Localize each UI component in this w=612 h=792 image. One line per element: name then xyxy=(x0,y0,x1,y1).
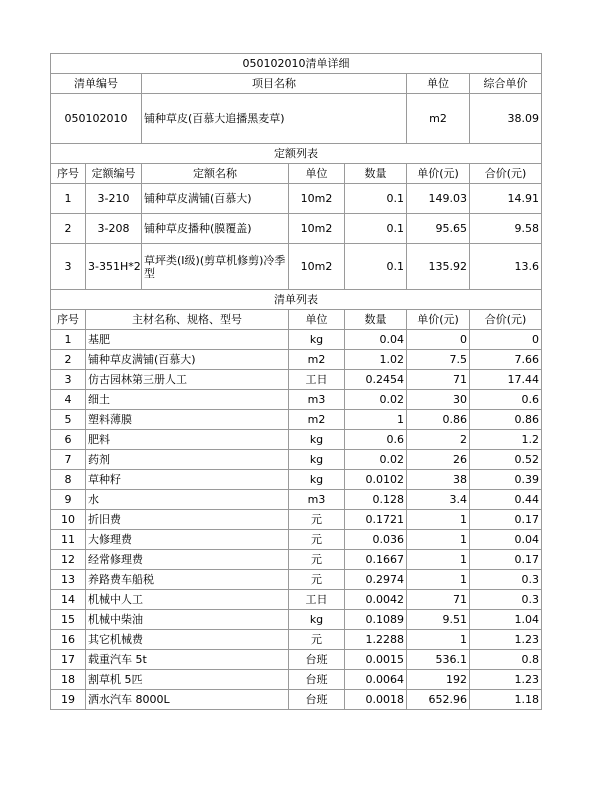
quota-code: 3-208 xyxy=(86,214,142,244)
quota-price: 149.03 xyxy=(407,184,470,214)
material-name: 养路费车船税 xyxy=(86,570,289,590)
material-no: 7 xyxy=(51,450,86,470)
quota-qty: 0.1 xyxy=(345,214,407,244)
material-price: 0.86 xyxy=(407,410,470,430)
quota-no: 2 xyxy=(51,214,86,244)
material-unit: 台班 xyxy=(289,670,345,690)
material-qty: 0.0064 xyxy=(345,670,407,690)
material-name: 草种籽 xyxy=(86,470,289,490)
material-total: 0.52 xyxy=(470,450,542,470)
quota-price: 95.65 xyxy=(407,214,470,244)
material-row xyxy=(51,670,542,690)
material-unit-header: 单位 xyxy=(289,310,345,330)
material-price: 1 xyxy=(407,510,470,530)
bill-unit: m2 xyxy=(407,94,470,144)
material-price: 30 xyxy=(407,390,470,410)
material-no: 16 xyxy=(51,630,86,650)
material-price: 38 xyxy=(407,470,470,490)
material-price: 71 xyxy=(407,590,470,610)
quota-no: 3 xyxy=(51,244,86,290)
material-unit: 台班 xyxy=(289,650,345,670)
material-price: 536.1 xyxy=(407,650,470,670)
quota-row xyxy=(51,244,542,290)
material-name-header: 主材名称、规格、型号 xyxy=(86,310,289,330)
material-row xyxy=(51,550,542,570)
material-row xyxy=(51,610,542,630)
quota-section-title: 定额列表 xyxy=(51,144,542,164)
material-no: 15 xyxy=(51,610,86,630)
material-no: 1 xyxy=(51,330,86,350)
quota-qty: 0.1 xyxy=(345,184,407,214)
material-name: 其它机械费 xyxy=(86,630,289,650)
quota-row xyxy=(51,184,542,214)
material-no: 19 xyxy=(51,690,86,710)
material-row xyxy=(51,570,542,590)
material-price: 652.96 xyxy=(407,690,470,710)
material-row xyxy=(51,430,542,450)
material-name: 药剂 xyxy=(86,450,289,470)
material-name: 机械中柴油 xyxy=(86,610,289,630)
material-no: 4 xyxy=(51,390,86,410)
material-price: 7.5 xyxy=(407,350,470,370)
material-qty: 0.2454 xyxy=(345,370,407,390)
material-total: 0.39 xyxy=(470,470,542,490)
material-name: 割草机 5匹 xyxy=(86,670,289,690)
material-row xyxy=(51,330,542,350)
bill-detail-table xyxy=(50,53,542,710)
material-no: 12 xyxy=(51,550,86,570)
material-qty-header: 数量 xyxy=(345,310,407,330)
material-qty: 0.04 xyxy=(345,330,407,350)
material-price: 26 xyxy=(407,450,470,470)
material-unit: 元 xyxy=(289,550,345,570)
material-unit: m2 xyxy=(289,350,345,370)
material-row xyxy=(51,650,542,670)
material-unit: 台班 xyxy=(289,690,345,710)
material-total: 0.86 xyxy=(470,410,542,430)
material-name: 塑料薄膜 xyxy=(86,410,289,430)
material-total: 7.66 xyxy=(470,350,542,370)
material-total: 0.04 xyxy=(470,530,542,550)
material-name: 机械中人工 xyxy=(86,590,289,610)
material-price: 9.51 xyxy=(407,610,470,630)
material-unit: 元 xyxy=(289,510,345,530)
material-qty: 0.0015 xyxy=(345,650,407,670)
material-no: 10 xyxy=(51,510,86,530)
bill-unit-price-header: 综合单价 xyxy=(470,74,542,94)
bill-unit-header: 单位 xyxy=(407,74,470,94)
material-total: 1.23 xyxy=(470,670,542,690)
material-name: 铺种草皮满铺(百慕大) xyxy=(86,350,289,370)
material-total: 0.3 xyxy=(470,590,542,610)
material-qty: 0.1667 xyxy=(345,550,407,570)
material-total-header: 合价(元) xyxy=(470,310,542,330)
quota-row xyxy=(51,214,542,244)
material-name: 水 xyxy=(86,490,289,510)
material-row xyxy=(51,510,542,530)
material-total: 0.3 xyxy=(470,570,542,590)
material-unit: m3 xyxy=(289,490,345,510)
material-qty: 1 xyxy=(345,410,407,430)
material-total: 17.44 xyxy=(470,370,542,390)
material-price: 2 xyxy=(407,430,470,450)
material-row xyxy=(51,470,542,490)
material-no-header: 序号 xyxy=(51,310,86,330)
material-unit: 工日 xyxy=(289,590,345,610)
material-total: 0.17 xyxy=(470,510,542,530)
material-no: 6 xyxy=(51,430,86,450)
quota-name-header: 定额名称 xyxy=(142,164,289,184)
bill-name: 铺种草皮(百慕大追播黑麦草) xyxy=(142,94,407,144)
material-qty: 0.0018 xyxy=(345,690,407,710)
quota-total: 14.91 xyxy=(470,184,542,214)
material-name: 经常修理费 xyxy=(86,550,289,570)
material-no: 2 xyxy=(51,350,86,370)
bill-name-header: 项目名称 xyxy=(142,74,407,94)
material-row xyxy=(51,350,542,370)
material-price: 1 xyxy=(407,530,470,550)
quota-qty-header: 数量 xyxy=(345,164,407,184)
material-row xyxy=(51,390,542,410)
material-row xyxy=(51,690,542,710)
quota-unit-header: 单位 xyxy=(289,164,345,184)
material-section-title: 清单列表 xyxy=(51,290,542,310)
material-total: 0.6 xyxy=(470,390,542,410)
material-price: 192 xyxy=(407,670,470,690)
material-qty: 0.0102 xyxy=(345,470,407,490)
material-name: 基肥 xyxy=(86,330,289,350)
material-name: 折旧费 xyxy=(86,510,289,530)
material-qty: 0.1721 xyxy=(345,510,407,530)
material-qty: 0.1089 xyxy=(345,610,407,630)
material-qty: 0.6 xyxy=(345,430,407,450)
material-no: 13 xyxy=(51,570,86,590)
material-total: 0.44 xyxy=(470,490,542,510)
quota-qty: 0.1 xyxy=(345,244,407,290)
material-unit: kg xyxy=(289,450,345,470)
bill-code: 050102010 xyxy=(51,94,142,144)
material-name: 仿古园林第三册人工 xyxy=(86,370,289,390)
material-row xyxy=(51,490,542,510)
material-name: 大修理费 xyxy=(86,530,289,550)
quota-name: 铺种草皮播种(膜覆盖) xyxy=(142,214,289,244)
quota-no-header: 序号 xyxy=(51,164,86,184)
bill-code-header: 清单编号 xyxy=(51,74,142,94)
material-no: 14 xyxy=(51,590,86,610)
material-price: 1 xyxy=(407,550,470,570)
quota-unit: 10m2 xyxy=(289,244,345,290)
quota-code: 3-351H*2 xyxy=(86,244,142,290)
quota-no: 1 xyxy=(51,184,86,214)
material-total: 0 xyxy=(470,330,542,350)
material-price: 1 xyxy=(407,630,470,650)
material-qty: 0.2974 xyxy=(345,570,407,590)
material-total: 0.17 xyxy=(470,550,542,570)
material-qty: 0.02 xyxy=(345,450,407,470)
material-row xyxy=(51,530,542,550)
material-no: 18 xyxy=(51,670,86,690)
material-unit: kg xyxy=(289,610,345,630)
material-total: 1.2 xyxy=(470,430,542,450)
material-row xyxy=(51,630,542,650)
material-price: 71 xyxy=(407,370,470,390)
material-qty: 0.02 xyxy=(345,390,407,410)
quota-unit: 10m2 xyxy=(289,214,345,244)
material-name: 洒水汽车 8000L xyxy=(86,690,289,710)
material-qty: 0.128 xyxy=(345,490,407,510)
material-row xyxy=(51,590,542,610)
quota-name: 铺种草皮满铺(百慕大) xyxy=(142,184,289,214)
material-row xyxy=(51,410,542,430)
material-unit: 元 xyxy=(289,630,345,650)
quota-code: 3-210 xyxy=(86,184,142,214)
bill-unit-price: 38.09 xyxy=(470,94,542,144)
page-title: 050102010清单详细 xyxy=(51,54,542,74)
material-qty: 0.0042 xyxy=(345,590,407,610)
material-qty: 1.02 xyxy=(345,350,407,370)
material-total: 1.04 xyxy=(470,610,542,630)
material-row xyxy=(51,370,542,390)
quota-price-header: 单价(元) xyxy=(407,164,470,184)
quota-total: 9.58 xyxy=(470,214,542,244)
quota-total-header: 合价(元) xyxy=(470,164,542,184)
material-unit: 元 xyxy=(289,530,345,550)
quota-code-header: 定额编号 xyxy=(86,164,142,184)
material-no: 9 xyxy=(51,490,86,510)
material-no: 8 xyxy=(51,470,86,490)
material-price: 1 xyxy=(407,570,470,590)
material-no: 5 xyxy=(51,410,86,430)
material-total: 1.23 xyxy=(470,630,542,650)
material-price-header: 单价(元) xyxy=(407,310,470,330)
material-unit: kg xyxy=(289,430,345,450)
material-no: 3 xyxy=(51,370,86,390)
material-unit: 工日 xyxy=(289,370,345,390)
material-name: 肥料 xyxy=(86,430,289,450)
material-list xyxy=(51,330,542,710)
material-name: 细土 xyxy=(86,390,289,410)
material-no: 11 xyxy=(51,530,86,550)
material-total: 1.18 xyxy=(470,690,542,710)
material-qty: 0.036 xyxy=(345,530,407,550)
material-row xyxy=(51,450,542,470)
material-unit: 元 xyxy=(289,570,345,590)
quota-name: 草坪类(Ⅰ级)(剪草机修剪)冷季型 xyxy=(142,244,289,290)
material-name: 载重汽车 5t xyxy=(86,650,289,670)
material-no: 17 xyxy=(51,650,86,670)
material-price: 0 xyxy=(407,330,470,350)
material-price: 3.4 xyxy=(407,490,470,510)
material-unit: m3 xyxy=(289,390,345,410)
quota-price: 135.92 xyxy=(407,244,470,290)
material-qty: 1.2288 xyxy=(345,630,407,650)
material-total: 0.8 xyxy=(470,650,542,670)
material-unit: kg xyxy=(289,330,345,350)
material-unit: kg xyxy=(289,470,345,490)
quota-total: 13.6 xyxy=(470,244,542,290)
material-unit: m2 xyxy=(289,410,345,430)
quota-unit: 10m2 xyxy=(289,184,345,214)
